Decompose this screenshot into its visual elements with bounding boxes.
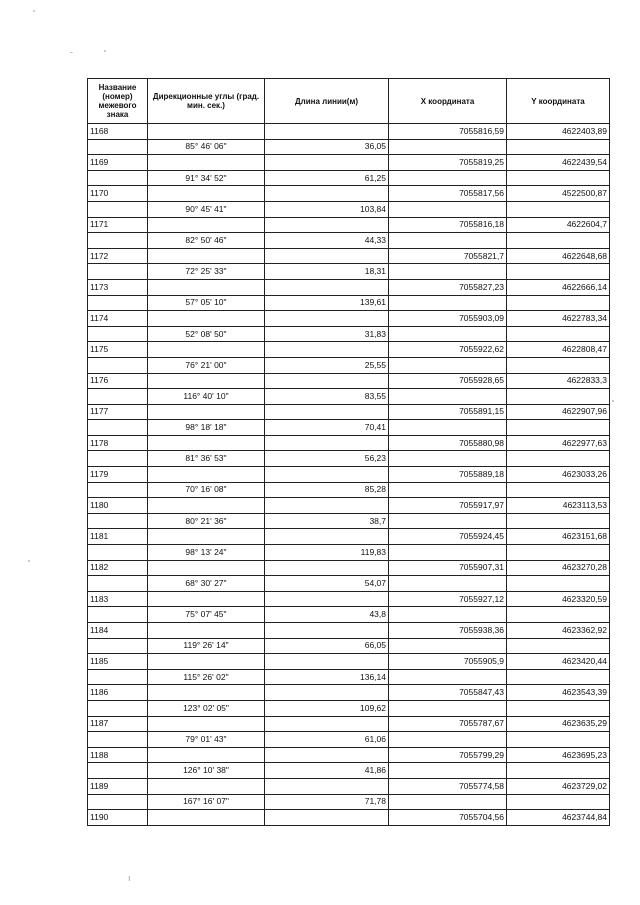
line-length-cell: 71,78 (265, 794, 389, 810)
x-coordinate-cell (389, 326, 507, 342)
line-length-cell: 61,25 (265, 170, 389, 186)
line-length-cell (265, 217, 389, 233)
bearing-cell (148, 248, 265, 264)
y-coordinate-cell (507, 513, 610, 529)
marker-name-cell: 1182 (88, 560, 148, 576)
bearing-cell (148, 217, 265, 233)
y-coordinate-cell (507, 170, 610, 186)
line-length-cell: 31,83 (265, 326, 389, 342)
y-coordinate-cell: 4622666,14 (507, 279, 610, 295)
segment-row (88, 451, 610, 467)
bearing-cell (148, 747, 265, 763)
line-length-cell (265, 279, 389, 295)
marker-name-cell: 1184 (88, 623, 148, 639)
marker-row (88, 778, 610, 794)
marker-row (88, 155, 610, 171)
bearing-cell (148, 342, 265, 358)
y-coordinate-cell: 4622403,89 (507, 124, 610, 140)
bearing-cell (148, 311, 265, 327)
y-coordinate-cell: 4622648,68 (507, 248, 610, 264)
x-coordinate-cell: 7055927,12 (389, 591, 507, 607)
bearing-cell: 70° 16' 08" (148, 482, 265, 498)
line-length-cell: 66,05 (265, 638, 389, 654)
x-coordinate-cell (389, 763, 507, 779)
line-length-cell (265, 747, 389, 763)
segment-row (88, 576, 610, 592)
marker-name-cell (88, 700, 148, 716)
scan-speck (70, 52, 73, 53)
line-length-cell: 139,61 (265, 295, 389, 311)
marker-name-cell (88, 545, 148, 561)
scan-speck (28, 560, 30, 562)
line-length-cell: 54,07 (265, 576, 389, 592)
line-length-cell: 41,86 (265, 763, 389, 779)
segment-row (88, 513, 610, 529)
line-length-cell (265, 248, 389, 264)
bearing-cell: 75° 07' 45" (148, 607, 265, 623)
bearing-cell: 119° 26' 14" (148, 638, 265, 654)
y-coordinate-cell: 4623420,44 (507, 654, 610, 670)
segment-row (88, 139, 610, 155)
marker-name-cell (88, 389, 148, 405)
bearing-cell (148, 155, 265, 171)
x-coordinate-cell: 7055880,98 (389, 435, 507, 451)
y-coordinate-cell: 4623320,59 (507, 591, 610, 607)
line-length-cell (265, 124, 389, 140)
header-x-coordinate: Х координата (389, 79, 507, 124)
line-length-cell (265, 591, 389, 607)
line-length-cell (265, 716, 389, 732)
bearing-cell: 116° 40' 10" (148, 389, 265, 405)
line-length-cell (265, 810, 389, 826)
line-length-cell: 83,55 (265, 389, 389, 405)
x-coordinate-cell: 7055821,7 (389, 248, 507, 264)
x-coordinate-cell: 7055819,25 (389, 155, 507, 171)
boundary-coordinates-table (87, 78, 610, 826)
header-marker-name: Название (номер) межевого знака (88, 79, 148, 124)
bearing-cell: 68° 30' 27" (148, 576, 265, 592)
table-header-row (88, 79, 610, 124)
y-coordinate-cell: 4623033,26 (507, 467, 610, 483)
x-coordinate-cell (389, 513, 507, 529)
line-length-cell: 18,31 (265, 264, 389, 280)
x-coordinate-cell: 7055922,62 (389, 342, 507, 358)
line-length-cell: 85,28 (265, 482, 389, 498)
marker-name-cell (88, 638, 148, 654)
y-coordinate-cell: 4622977,63 (507, 435, 610, 451)
line-length-cell (265, 498, 389, 514)
y-coordinate-cell: 4623362,92 (507, 623, 610, 639)
marker-row (88, 623, 610, 639)
line-length-cell (265, 778, 389, 794)
segment-row (88, 700, 610, 716)
marker-name-cell (88, 451, 148, 467)
x-coordinate-cell: 7055917,97 (389, 498, 507, 514)
y-coordinate-cell: 4623270,28 (507, 560, 610, 576)
line-length-cell (265, 560, 389, 576)
marker-row (88, 404, 610, 420)
x-coordinate-cell: 7055928,65 (389, 373, 507, 389)
x-coordinate-cell: 7055799,29 (389, 747, 507, 763)
marker-row (88, 654, 610, 670)
marker-name-cell (88, 763, 148, 779)
y-coordinate-cell (507, 420, 610, 436)
bearing-cell: 98° 13' 24" (148, 545, 265, 561)
x-coordinate-cell (389, 139, 507, 155)
segment-row (88, 170, 610, 186)
marker-row (88, 217, 610, 233)
x-coordinate-cell: 7055847,43 (389, 685, 507, 701)
bearing-cell (148, 435, 265, 451)
line-length-cell (265, 529, 389, 545)
y-coordinate-cell: 4623729,02 (507, 778, 610, 794)
x-coordinate-cell: 7055704,56 (389, 810, 507, 826)
x-coordinate-cell (389, 451, 507, 467)
marker-name-cell: 1189 (88, 778, 148, 794)
marker-name-cell: 1174 (88, 311, 148, 327)
marker-name-cell (88, 732, 148, 748)
y-coordinate-cell (507, 233, 610, 249)
bearing-cell: 80° 21' 36" (148, 513, 265, 529)
bearing-cell (148, 529, 265, 545)
bearing-cell: 57° 05' 10" (148, 295, 265, 311)
marker-name-cell: 1173 (88, 279, 148, 295)
segment-row (88, 420, 610, 436)
x-coordinate-cell (389, 545, 507, 561)
bearing-cell: 76° 21' 00" (148, 357, 265, 373)
marker-name-cell (88, 513, 148, 529)
marker-row (88, 498, 610, 514)
marker-row (88, 124, 610, 140)
line-length-cell (265, 342, 389, 358)
segment-row (88, 357, 610, 373)
marker-name-cell (88, 794, 148, 810)
y-coordinate-cell: 4622907,96 (507, 404, 610, 420)
line-length-cell (265, 155, 389, 171)
y-coordinate-cell (507, 139, 610, 155)
marker-row (88, 747, 610, 763)
segment-row (88, 732, 610, 748)
header-y-coordinate: Y координата (507, 79, 610, 124)
segment-row (88, 638, 610, 654)
x-coordinate-cell (389, 264, 507, 280)
x-coordinate-cell: 7055827,23 (389, 279, 507, 295)
segment-row (88, 794, 610, 810)
line-length-cell: 38,7 (265, 513, 389, 529)
y-coordinate-cell: 4622604,7 (507, 217, 610, 233)
x-coordinate-cell (389, 295, 507, 311)
line-length-cell (265, 435, 389, 451)
y-coordinate-cell (507, 638, 610, 654)
line-length-cell: 70,41 (265, 420, 389, 436)
marker-name-cell: 1190 (88, 810, 148, 826)
marker-name-cell: 1180 (88, 498, 148, 514)
bearing-cell (148, 654, 265, 670)
y-coordinate-cell: 4623695,23 (507, 747, 610, 763)
x-coordinate-cell (389, 669, 507, 685)
bearing-cell (148, 591, 265, 607)
marker-name-cell: 1170 (88, 186, 148, 202)
marker-row (88, 591, 610, 607)
y-coordinate-cell: 4622439,54 (507, 155, 610, 171)
segment-row (88, 763, 610, 779)
line-length-cell: 56,23 (265, 451, 389, 467)
line-length-cell (265, 685, 389, 701)
scan-speck (33, 10, 35, 12)
bearing-cell: 126° 10' 38" (148, 763, 265, 779)
bearing-cell: 91° 34' 52" (148, 170, 265, 186)
y-coordinate-cell: 4522500,87 (507, 186, 610, 202)
y-coordinate-cell (507, 794, 610, 810)
marker-name-cell (88, 326, 148, 342)
line-length-cell: 61,06 (265, 732, 389, 748)
bearing-cell: 79° 01' 43" (148, 732, 265, 748)
marker-name-cell: 1168 (88, 124, 148, 140)
bearing-cell (148, 623, 265, 639)
bearing-cell: 82° 50' 46" (148, 233, 265, 249)
x-coordinate-cell (389, 638, 507, 654)
marker-name-cell (88, 357, 148, 373)
line-length-cell (265, 404, 389, 420)
y-coordinate-cell (507, 326, 610, 342)
x-coordinate-cell: 7055787,67 (389, 716, 507, 732)
bearing-cell (148, 498, 265, 514)
y-coordinate-cell (507, 295, 610, 311)
bearing-cell (148, 186, 265, 202)
bearing-cell: 167° 16' 07" (148, 794, 265, 810)
line-length-cell: 36,05 (265, 139, 389, 155)
segment-row (88, 389, 610, 405)
x-coordinate-cell: 7055817,56 (389, 186, 507, 202)
marker-name-cell: 1169 (88, 155, 148, 171)
bearing-cell (148, 810, 265, 826)
marker-name-cell: 1181 (88, 529, 148, 545)
x-coordinate-cell: 7055816,59 (389, 124, 507, 140)
bearing-cell: 85° 46' 06" (148, 139, 265, 155)
x-coordinate-cell (389, 607, 507, 623)
marker-row (88, 435, 610, 451)
line-length-cell: 109,62 (265, 700, 389, 716)
marker-name-cell: 1175 (88, 342, 148, 358)
x-coordinate-cell (389, 389, 507, 405)
y-coordinate-cell (507, 669, 610, 685)
marker-row (88, 373, 610, 389)
line-length-cell (265, 373, 389, 389)
marker-name-cell (88, 482, 148, 498)
marker-row (88, 248, 610, 264)
header-bearing: Дирекционные углы (град. мин. сек.) (148, 79, 265, 124)
y-coordinate-cell (507, 732, 610, 748)
scan-speck (104, 50, 106, 52)
marker-name-cell: 1176 (88, 373, 148, 389)
bearing-cell (148, 778, 265, 794)
y-coordinate-cell: 4623151,68 (507, 529, 610, 545)
x-coordinate-cell: 7055938,36 (389, 623, 507, 639)
bearing-cell (148, 404, 265, 420)
marker-row (88, 311, 610, 327)
bearing-cell: 81° 36' 53" (148, 451, 265, 467)
bearing-cell (148, 560, 265, 576)
marker-name-cell: 1188 (88, 747, 148, 763)
y-coordinate-cell (507, 576, 610, 592)
x-coordinate-cell (389, 170, 507, 186)
x-coordinate-cell: 7055891,15 (389, 404, 507, 420)
line-length-cell: 136,14 (265, 669, 389, 685)
y-coordinate-cell (507, 545, 610, 561)
x-coordinate-cell (389, 576, 507, 592)
footer-mark: ı (128, 873, 131, 883)
marker-name-cell (88, 576, 148, 592)
marker-name-cell: 1183 (88, 591, 148, 607)
x-coordinate-cell (389, 201, 507, 217)
x-coordinate-cell: 7055903,09 (389, 311, 507, 327)
y-coordinate-cell: 4623543,39 (507, 685, 610, 701)
marker-row (88, 810, 610, 826)
table-body (88, 124, 610, 826)
marker-row (88, 560, 610, 576)
segment-row (88, 201, 610, 217)
marker-row (88, 186, 610, 202)
scan-speck (612, 400, 614, 402)
marker-row (88, 279, 610, 295)
x-coordinate-cell (389, 794, 507, 810)
line-length-cell: 119,83 (265, 545, 389, 561)
marker-name-cell: 1172 (88, 248, 148, 264)
marker-name-cell (88, 233, 148, 249)
bearing-cell (148, 279, 265, 295)
y-coordinate-cell (507, 264, 610, 280)
segment-row (88, 545, 610, 561)
bearing-cell (148, 124, 265, 140)
segment-row (88, 607, 610, 623)
y-coordinate-cell: 4623744,84 (507, 810, 610, 826)
marker-row (88, 716, 610, 732)
marker-name-cell: 1177 (88, 404, 148, 420)
y-coordinate-cell (507, 607, 610, 623)
line-length-cell (265, 654, 389, 670)
x-coordinate-cell: 7055816,18 (389, 217, 507, 233)
bearing-cell (148, 716, 265, 732)
bearing-cell: 52° 08' 50" (148, 326, 265, 342)
x-coordinate-cell (389, 482, 507, 498)
marker-name-cell: 1178 (88, 435, 148, 451)
y-coordinate-cell: 4623635,29 (507, 716, 610, 732)
bearing-cell: 72° 25' 33" (148, 264, 265, 280)
y-coordinate-cell: 4622808,47 (507, 342, 610, 358)
marker-row (88, 467, 610, 483)
x-coordinate-cell: 7055905,9 (389, 654, 507, 670)
x-coordinate-cell (389, 233, 507, 249)
marker-name-cell (88, 607, 148, 623)
bearing-cell (148, 685, 265, 701)
bearing-cell (148, 373, 265, 389)
y-coordinate-cell (507, 389, 610, 405)
line-length-cell: 44,33 (265, 233, 389, 249)
marker-name-cell: 1187 (88, 716, 148, 732)
segment-row (88, 264, 610, 280)
segment-row (88, 669, 610, 685)
x-coordinate-cell (389, 732, 507, 748)
marker-name-cell (88, 420, 148, 436)
marker-name-cell (88, 295, 148, 311)
header-line-length: Длина линии(м) (265, 79, 389, 124)
marker-row (88, 342, 610, 358)
y-coordinate-cell (507, 482, 610, 498)
marker-name-cell: 1185 (88, 654, 148, 670)
bearing-cell: 115° 26' 02" (148, 669, 265, 685)
x-coordinate-cell: 7055907,31 (389, 560, 507, 576)
line-length-cell (265, 467, 389, 483)
bearing-cell: 98° 18' 18" (148, 420, 265, 436)
x-coordinate-cell: 7055924,45 (389, 529, 507, 545)
x-coordinate-cell (389, 357, 507, 373)
y-coordinate-cell (507, 763, 610, 779)
segment-row (88, 482, 610, 498)
y-coordinate-cell: 4622783,34 (507, 311, 610, 327)
x-coordinate-cell: 7055889,18 (389, 467, 507, 483)
line-length-cell (265, 186, 389, 202)
marker-name-cell (88, 170, 148, 186)
x-coordinate-cell (389, 420, 507, 436)
marker-row (88, 685, 610, 701)
x-coordinate-cell: 7055774,58 (389, 778, 507, 794)
marker-row (88, 529, 610, 545)
marker-name-cell: 1179 (88, 467, 148, 483)
marker-name-cell (88, 139, 148, 155)
segment-row (88, 233, 610, 249)
line-length-cell (265, 623, 389, 639)
y-coordinate-cell: 4622833,3 (507, 373, 610, 389)
line-length-cell: 103,84 (265, 201, 389, 217)
bearing-cell: 123° 02' 05" (148, 700, 265, 716)
marker-name-cell (88, 201, 148, 217)
marker-name-cell: 1186 (88, 685, 148, 701)
y-coordinate-cell (507, 700, 610, 716)
bearing-cell: 90° 45' 41" (148, 201, 265, 217)
x-coordinate-cell (389, 700, 507, 716)
segment-row (88, 326, 610, 342)
line-length-cell: 25,55 (265, 357, 389, 373)
line-length-cell (265, 311, 389, 327)
marker-name-cell (88, 669, 148, 685)
y-coordinate-cell (507, 357, 610, 373)
marker-name-cell (88, 264, 148, 280)
line-length-cell: 43,8 (265, 607, 389, 623)
y-coordinate-cell: 4623113,53 (507, 498, 610, 514)
y-coordinate-cell (507, 451, 610, 467)
bearing-cell (148, 467, 265, 483)
marker-name-cell: 1171 (88, 217, 148, 233)
segment-row (88, 295, 610, 311)
y-coordinate-cell (507, 201, 610, 217)
